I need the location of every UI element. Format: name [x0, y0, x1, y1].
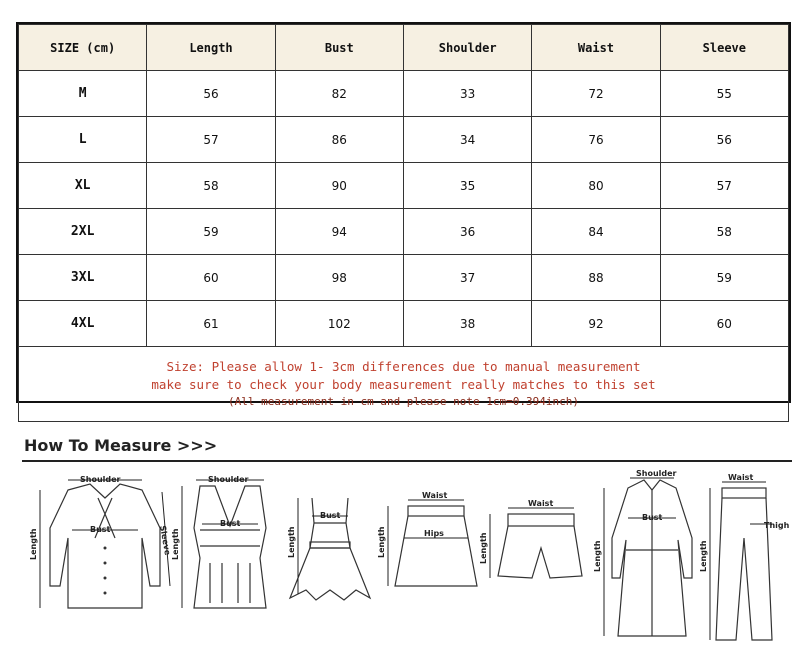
length-cell: 59 — [147, 209, 275, 255]
divider — [22, 460, 792, 462]
waist-cell: 84 — [532, 209, 660, 255]
length-label: Length — [287, 526, 296, 558]
size-cell: 3XL — [19, 255, 147, 301]
length-label: Length — [593, 540, 602, 572]
skirt-diagram — [377, 491, 477, 586]
bust-label: Bust — [220, 519, 241, 528]
sleeve-cell: 56 — [660, 117, 788, 163]
bust-label: Bust — [320, 511, 341, 520]
strap-dress-diagram — [287, 498, 370, 600]
sleeve-cell: 55 — [660, 71, 788, 117]
waist-cell: 92 — [532, 301, 660, 347]
shoulder-cell: 35 — [403, 163, 531, 209]
waist-cell: 76 — [532, 117, 660, 163]
length-label: Length — [29, 528, 38, 560]
size-cell: L — [19, 117, 147, 163]
waist-cell: 88 — [532, 255, 660, 301]
shoulder-label: Shoulder — [80, 475, 121, 484]
length-label: Length — [171, 528, 180, 560]
bust-label: Bust — [90, 525, 111, 534]
table-header-row — [19, 25, 789, 71]
waist-label: Waist — [728, 473, 754, 482]
bust-cell: 98 — [275, 255, 403, 301]
coat-diagram — [593, 469, 692, 636]
col-header-size: SIZE (cm) — [19, 25, 147, 71]
length-cell: 60 — [147, 255, 275, 301]
col-header-length: Length — [147, 25, 275, 71]
measurement-diagrams — [10, 468, 800, 648]
trousers-diagram — [699, 473, 790, 640]
length-label: Length — [699, 540, 708, 572]
hips-label: Hips — [424, 529, 444, 538]
length-cell: 56 — [147, 71, 275, 117]
shoulder-cell: 34 — [403, 117, 531, 163]
note-line-2: make sure to check your body measurement really matches to this set — [151, 377, 656, 392]
sleeve-label: Sleeve — [158, 524, 173, 556]
size-cell: XL — [19, 163, 147, 209]
bust-cell: 86 — [275, 117, 403, 163]
table-row — [19, 117, 789, 163]
measurement-diagrams-svg — [10, 468, 800, 648]
shorts-diagram — [479, 499, 582, 578]
sleeve-cell: 60 — [660, 301, 788, 347]
size-cell: M — [19, 71, 147, 117]
table-row — [19, 71, 789, 117]
shoulder-cell: 38 — [403, 301, 531, 347]
table-row — [19, 301, 789, 347]
table-row — [19, 209, 789, 255]
col-header-sleeve: Sleeve — [660, 25, 788, 71]
shoulder-cell: 37 — [403, 255, 531, 301]
note-line-3: (All measurement in cm and please note 1cm=0.394inch) — [228, 395, 579, 408]
blouse-diagram — [29, 475, 172, 608]
waist-label: Waist — [528, 499, 554, 508]
thigh-label: Thigh — [764, 521, 790, 530]
shoulder-label: Shoulder — [636, 469, 677, 478]
shoulder-cell: 33 — [403, 71, 531, 117]
col-header-waist: Waist — [532, 25, 660, 71]
waist-cell: 80 — [532, 163, 660, 209]
length-cell: 57 — [147, 117, 275, 163]
table-row — [19, 163, 789, 209]
size-chart-table — [16, 22, 791, 408]
length-cell: 61 — [147, 301, 275, 347]
vneck-top-diagram — [171, 475, 266, 608]
bust-cell: 90 — [275, 163, 403, 209]
length-label: Length — [479, 532, 488, 564]
bust-cell: 102 — [275, 301, 403, 347]
size-cell: 4XL — [19, 301, 147, 347]
sleeve-cell: 59 — [660, 255, 788, 301]
note-line-1: Size: Please allow 1- 3cm differences due to manual measurement — [166, 359, 641, 374]
sleeve-cell: 58 — [660, 209, 788, 255]
length-label: Length — [377, 526, 386, 558]
measurement-note — [19, 347, 789, 422]
length-cell: 58 — [147, 163, 275, 209]
note-row — [19, 347, 789, 422]
col-header-shoulder: Shoulder — [403, 25, 531, 71]
bust-cell: 94 — [275, 209, 403, 255]
table-row — [19, 255, 789, 301]
bust-label: Bust — [642, 513, 663, 522]
size-cell: 2XL — [19, 209, 147, 255]
sleeve-cell: 57 — [660, 163, 788, 209]
col-header-bust: Bust — [275, 25, 403, 71]
shoulder-label: Shoulder — [208, 475, 249, 484]
waist-cell: 72 — [532, 71, 660, 117]
how-to-measure-title: How To Measure >>> — [24, 436, 218, 455]
bust-cell: 82 — [275, 71, 403, 117]
shoulder-cell: 36 — [403, 209, 531, 255]
waist-label: Waist — [422, 491, 448, 500]
